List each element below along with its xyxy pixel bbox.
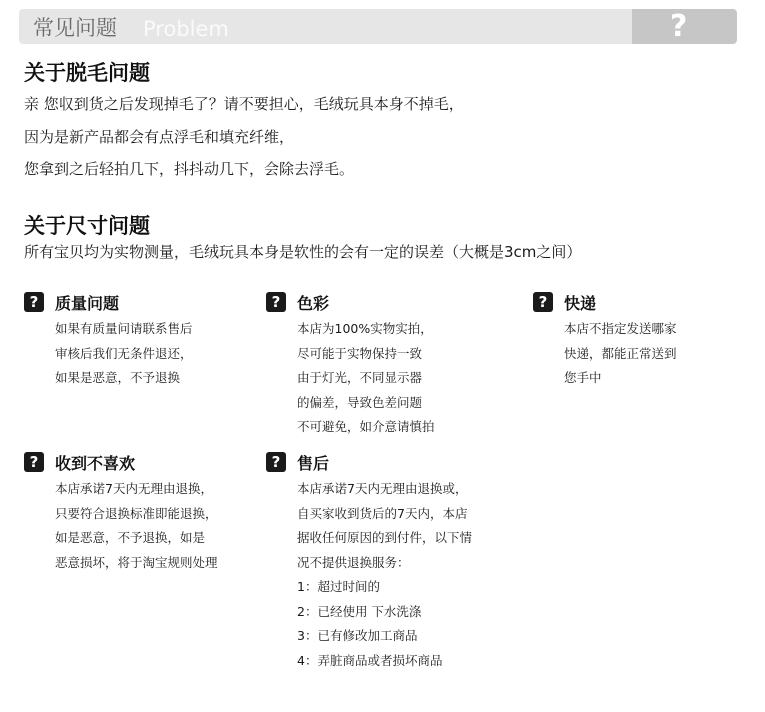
faq-line: 快递，都能正常送到 [564,345,677,361]
question-mark-icon: ? [266,452,286,472]
question-mark-glyph: ? [670,9,688,44]
page-subtitle: Problem [143,17,229,41]
faq-line: 不可避免，如介意请慎拍 [297,419,435,434]
faq-body [55,317,193,391]
question-mark-icon [632,9,737,44]
question-mark-icon: ? [24,292,44,312]
faq-line: 只要符合退换标准即能退换， [55,505,218,521]
faq-title: 质量问题 [55,294,120,313]
section-title-size: 关于尺寸问题 [24,214,150,238]
section-text-line: 因为是新产品都会有点浮毛和填充纤维， [24,128,295,146]
faq-title: 售后 [297,454,330,473]
page-title: 常见问题 [33,16,117,40]
faq-line: 如果有质量问请联系售后 [55,321,193,336]
faq-title: 收到不喜欢 [55,454,136,473]
faq-line: 4：弄脏商品或者损坏商品 [297,652,443,668]
section-text-line: 亲 您収到货之后发现掉毛了？请不要担心，毛绒玩具本身不掉毛， [24,95,464,113]
faq-line: 据收任何原因的到付件，以下情 [297,530,473,545]
faq-title: 快递 [564,294,597,313]
faq-line: 本店承诺7天内无理由退换或， [297,481,468,496]
faq-line: 审核后我们无条件退还， [55,345,193,361]
faq-line: 尽可能于实物保持一致 [297,345,423,361]
section-text-line: 您拿到之后轻拍几下，抖抖动几下，会除去浮毛。 [24,160,355,178]
faq-line: 的偏差，导致色差问题 [297,394,423,410]
faq-body [297,317,435,440]
faq-line: 况不提供退换服务： [297,554,410,570]
question-mark-icon: ? [24,452,44,472]
question-mark-icon: ? [533,292,553,312]
faq-line: 本店不指定发送哪家 [564,321,677,336]
faq-line: 恶意损坏，将于淘宝规则处理 [55,554,218,570]
faq-line: 自买家收到货后的7天内，本店 [297,505,468,521]
faq-line: 您手中 [564,370,602,385]
faq-body [297,477,472,673]
section-text-line: 所有宝贝均为实物测量，毛绒玩具本身是软性的会有一定的误差（大概是3cm之间） [24,243,582,261]
faq-line: 本店承诺7天内无理由退换， [55,481,213,496]
faq-header-bar [19,9,737,44]
question-mark-icon: ? [266,292,286,312]
faq-line: 2：已经使用 下水洗涤 [297,603,422,619]
faq-line: 1：超过时间的 [297,579,380,594]
faq-body [564,317,677,391]
faq-line: 由于灯光，不同显示器 [297,370,423,385]
faq-line: 如果是恶意，不予退换 [55,370,181,385]
faq-title: 色彩 [297,294,330,313]
faq-body [55,477,218,575]
faq-line: 如是恶意，不予退换，如是 [55,530,206,545]
section-title-shedding: 关于脱毛问题 [24,61,150,85]
faq-line: 本店为100%实物实拍， [297,321,433,336]
faq-line: 3：已有修改加工商品 [297,628,418,643]
